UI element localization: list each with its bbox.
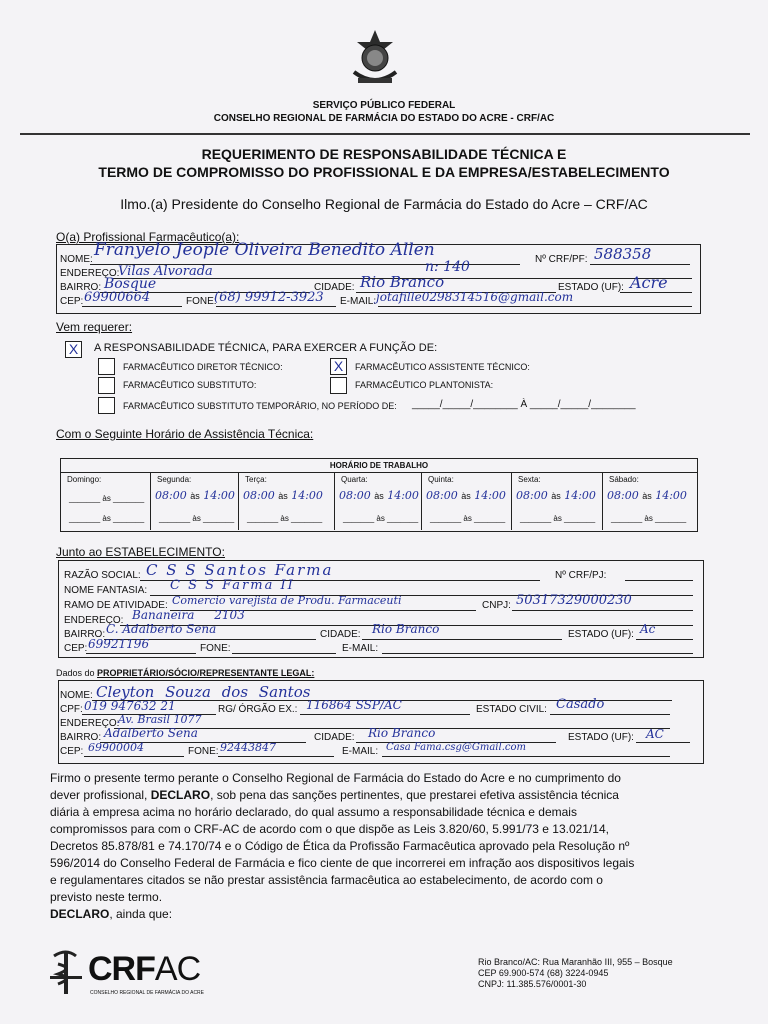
header-line1: SERVIÇO PÚBLICO FEDERAL	[312, 100, 456, 111]
prof-crf-value[interactable]: 588358	[594, 245, 652, 263]
schedule-table	[60, 458, 698, 532]
schedule-start-time: 08:00	[516, 489, 548, 502]
own-email-label: E-MAIL:	[342, 746, 379, 757]
footer-address1: Rio Branco/AC: Rua Maranhão III, 955 – Bosque	[478, 957, 673, 967]
est-cidade-label: CIDADE:	[320, 629, 361, 640]
own-bairro-value[interactable]: Adalberto Sena	[104, 726, 198, 740]
est-bairro-label: BAIRRO:	[64, 629, 106, 640]
footer-logo-ac: AC	[154, 950, 201, 988]
schedule-end-time: 14:00	[474, 489, 506, 502]
schedule-second-shift[interactable]: _______ às _______	[247, 514, 323, 523]
decl-line8: previsto neste termo.	[50, 890, 163, 904]
prof-bairro-value[interactable]: Bosque	[104, 276, 157, 292]
salutation: Ilmo.(a) Presidente do Conselho Regional de Farmácia do Estado do Acre – CRF/AC	[120, 196, 648, 212]
prof-nome-value[interactable]: Franyelo Jeople Oliveira Benedito Allen	[94, 240, 435, 260]
schedule-time-range[interactable]	[607, 489, 687, 502]
schedule-time-range[interactable]: _______ às _______	[69, 494, 145, 503]
prof-estado-line	[620, 292, 692, 293]
title-line1: REQUERIMENTO DE RESPONSABILIDADE TÉCNICA E	[201, 146, 567, 162]
temporario-label: FARMACÊUTICO SUBSTITUTO TEMPORÁRIO, NO PERÍODO DE:	[123, 401, 397, 411]
prof-fone-label: FONE:	[186, 296, 217, 307]
decl-line2-post: , sob pena das sanções pertinentes, que prestarei efetiva assistência técnica	[210, 788, 619, 802]
own-cep-line	[84, 756, 184, 757]
prof-estado-label: ESTADO (UF):	[558, 282, 624, 293]
schedule-table-title: HORÁRIO DE TRABALHO	[61, 459, 697, 473]
schedule-time-range[interactable]	[243, 489, 323, 502]
decl-line7: e regulamentares citados se não prestar assistência farmacêutica ao estabelecimento, de acordo com o	[50, 873, 603, 887]
decl-line4: compromissos para com o CRF-AC de acordo com o que dispõe as Leis 3.820/60, 5.991/73 e 13.021/14,	[50, 822, 609, 836]
schedule-day-name: Sexta:	[518, 475, 541, 484]
schedule-end-time: 14:00	[291, 489, 323, 502]
schedule-as-label: às	[376, 514, 385, 523]
substituto-label: FARMACÊUTICO SUBSTITUTO:	[123, 380, 257, 390]
own-endereco-label: ENDEREÇO:	[60, 718, 120, 729]
est-email-label: E-MAIL:	[342, 643, 379, 654]
est-fone-label: FONE:	[200, 643, 231, 654]
prof-crf-line	[590, 264, 690, 265]
header-line2: CONSELHO REGIONAL DE FARMÁCIA DO ESTADO DO ACRE - CRF/AC	[213, 113, 555, 124]
prof-fone-value[interactable]: (68) 99912-3923	[214, 290, 324, 305]
own-rg-value[interactable]: 116864 SSP/AC	[306, 698, 402, 712]
own-cep-label: CEP:	[60, 746, 84, 757]
establishment-section-label: Junto ao ESTABELECIMENTO:	[56, 545, 225, 559]
schedule-as-label: às	[102, 514, 111, 523]
est-cep-label: CEP:	[64, 643, 88, 654]
decl-ainda	[50, 906, 720, 923]
prof-estado-value[interactable]: Acre	[630, 273, 668, 292]
est-crfpj-label: Nº CRF/PJ:	[555, 570, 607, 581]
own-nome-label: NOME:	[60, 690, 93, 701]
own-fone-label: FONE:	[188, 746, 219, 757]
prof-email-line	[378, 306, 692, 307]
periodo-blank[interactable]: _____/_____/________ À _____/_____/________	[412, 399, 636, 410]
brazil-coat-of-arms-icon	[350, 28, 400, 92]
assistente-checkbox[interactable]: X	[330, 358, 347, 375]
decl-line2-bold: DECLARO	[150, 788, 211, 802]
decl-line2-pre: dever profissional,	[50, 788, 151, 802]
own-cpf-label: CPF:	[60, 704, 83, 715]
own-estado-line	[636, 742, 690, 743]
own-email-value[interactable]: Casa Fama.csg@Gmail.com	[386, 742, 526, 753]
schedule-end-time: 14:00	[203, 489, 235, 502]
schedule-time-range[interactable]	[155, 489, 235, 502]
schedule-as-label: às	[461, 491, 471, 501]
est-fantasia-value[interactable]: C S S Farma II	[170, 578, 295, 593]
schedule-day-3	[334, 472, 422, 530]
schedule-time-range[interactable]	[339, 489, 419, 502]
est-email-line	[382, 653, 693, 654]
schedule-day-1	[150, 472, 239, 530]
schedule-day-name: Terça:	[245, 475, 267, 484]
prof-endereco-label: ENDEREÇO:	[60, 268, 120, 279]
est-endereco-value[interactable]: Bananeira 2103	[132, 608, 245, 622]
own-cidade-label: CIDADE:	[314, 732, 355, 743]
schedule-day-6	[602, 472, 698, 530]
footer-logo-sub: CONSELHO REGIONAL DE FARMÁCIA DO ACRE	[90, 990, 205, 996]
schedule-as-label: às	[551, 491, 561, 501]
schedule-day-name: Segunda:	[157, 475, 192, 484]
own-civil-line	[550, 714, 670, 715]
schedule-second-shift[interactable]: _______ às _______	[343, 514, 419, 523]
own-fone-line	[218, 756, 334, 757]
schedule-start-time: 08:00	[243, 489, 275, 502]
schedule-as-label: às	[644, 514, 653, 523]
schedule-second-shift[interactable]: _______ às _______	[159, 514, 235, 523]
footer-logo-text	[88, 950, 200, 989]
request-section-label: Vem requerer:	[56, 320, 133, 334]
schedule-end-time: 14:00	[655, 489, 687, 502]
est-ramo-value[interactable]: Comercio varejista de Produ. Farmaceuti	[172, 594, 402, 607]
prof-bairro-label: BAIRRO:	[60, 282, 102, 293]
schedule-end-time: 14:00	[387, 489, 419, 502]
own-civil-value[interactable]: Casado	[556, 697, 605, 712]
prof-cidade-value[interactable]: Rio Branco	[360, 273, 445, 291]
schedule-start-time: 08:00	[426, 489, 458, 502]
decl-line3: diária à empresa acima no horário declarado, do qual assumo a responsabilidade técnica e demais	[50, 805, 577, 819]
schedule-time-range[interactable]	[516, 489, 596, 502]
owner-section-prefix: Dados do	[56, 668, 98, 678]
owner-section-label	[56, 668, 314, 678]
prof-endereco-value[interactable]: Vilas Alvorada	[118, 264, 213, 279]
schedule-day-name: Domingo:	[67, 475, 102, 484]
crf-logo-icon	[46, 948, 86, 996]
schedule-as-label: às	[374, 491, 384, 501]
prof-numero-value[interactable]: n: 140	[425, 259, 470, 275]
decl-line5: Decretos 85.878/81 e 74.170/74 e o Código de Ética da Profissão Farmacêutica aprovado pela Resolução nº	[50, 839, 630, 853]
schedule-end-time: 14:00	[564, 489, 596, 502]
plantonista-checkbox[interactable]	[330, 377, 347, 394]
est-fone-line	[232, 653, 336, 654]
schedule-section-label: Com o Seguinte Horário de Assistência Técnica:	[56, 427, 314, 441]
temporario-checkbox[interactable]	[98, 397, 115, 414]
est-fantasia-label: NOME FANTASIA:	[64, 585, 148, 596]
prof-crf-label: Nº CRF/PF:	[535, 254, 588, 265]
prof-cep-label: CEP:	[60, 296, 84, 307]
schedule-day-5	[511, 472, 603, 530]
schedule-second-shift[interactable]: _______ às _______	[69, 514, 145, 523]
diretor-checkbox[interactable]	[98, 358, 115, 375]
own-fone-value[interactable]: 92443847	[220, 741, 276, 754]
prof-email-label: E-MAIL:	[340, 296, 377, 307]
est-estado-value[interactable]: Ac	[640, 622, 656, 636]
owner-section-title: PROPRIETÁRIO/SÓCIO/REPRESENTANTE LEGAL:	[97, 668, 315, 678]
own-nome-value[interactable]: Cleyton Souza dos Santos	[96, 683, 311, 701]
schedule-start-time: 08:00	[155, 489, 187, 502]
footer-address	[478, 957, 673, 990]
own-endereco-value[interactable]: Av. Brasil 1077	[118, 713, 202, 726]
schedule-day-4	[421, 472, 512, 530]
schedule-time-range[interactable]	[426, 489, 506, 502]
schedule-as-label: às	[642, 491, 652, 501]
schedule-second-shift[interactable]: _______ às _______	[520, 514, 596, 523]
header-divider	[20, 133, 750, 135]
schedule-second-shift[interactable]: _______ às _______	[430, 514, 506, 523]
substituto-checkbox[interactable]	[98, 377, 115, 394]
own-estado-value[interactable]: AC	[646, 727, 664, 741]
decl-ainda-post: , ainda que:	[109, 907, 173, 921]
main-option-checkbox[interactable]: X	[65, 341, 82, 358]
own-bairro-label: BAIRRO:	[60, 732, 102, 743]
schedule-start-time: 08:00	[339, 489, 371, 502]
schedule-as-label: às	[553, 514, 562, 523]
prof-cep-value[interactable]: 69900664	[84, 290, 151, 305]
diretor-label: FARMACÊUTICO DIRETOR TÉCNICO:	[123, 362, 283, 372]
schedule-day-name: Quinta:	[428, 475, 454, 484]
est-estado-line	[636, 639, 693, 640]
schedule-as-label: às	[192, 514, 201, 523]
own-estado-label: ESTADO (UF):	[568, 732, 634, 743]
own-civil-label: ESTADO CIVIL:	[476, 704, 547, 715]
own-cpf-value[interactable]: 019 947632 21	[84, 699, 176, 713]
assistente-label: FARMACÊUTICO ASSISTENTE TÉCNICO:	[355, 362, 530, 372]
decl-line1: Firmo o presente termo perante o Conselho Regional de Farmácia do Estado do Acre e no cumprimento do	[50, 771, 621, 785]
est-crfpj-line	[625, 580, 693, 581]
est-cnpj-value[interactable]: 50317329000230	[516, 593, 632, 608]
est-cnpj-line	[512, 610, 693, 611]
footer-logo-crf: CRF	[88, 950, 155, 988]
prof-cidade-label: CIDADE:	[314, 282, 355, 293]
schedule-as-label: às	[463, 514, 472, 523]
professional-section-label: O(a) Profissional Farmacêutico(a):	[56, 230, 240, 244]
est-cidade-value[interactable]: Rio Branco	[372, 622, 440, 636]
prof-fone-line	[216, 306, 336, 307]
plantonista-label: FARMACÊUTICO PLANTONISTA:	[355, 380, 494, 390]
decl-ainda-bold: DECLARO	[50, 907, 110, 921]
schedule-as-label: às	[102, 494, 111, 503]
own-cep-value[interactable]: 69900004	[88, 741, 144, 754]
prof-email-value[interactable]: jotafille0298314516@gmail.com	[376, 290, 574, 304]
schedule-start-time: 08:00	[607, 489, 639, 502]
prof-cep-line	[82, 306, 182, 307]
main-option-label: A RESPONSABILIDADE TÉCNICA, PARA EXERCER A FUNÇÃO DE:	[94, 342, 438, 354]
est-cep-line	[86, 653, 196, 654]
own-email-line	[382, 756, 670, 757]
schedule-day-name: Quarta:	[341, 475, 368, 484]
declaration-text	[50, 770, 720, 923]
own-rg-line	[300, 714, 470, 715]
title-line2: TERMO DE COMPROMISSO DO PROFISSIONAL E DA EMPRESA/ESTABELECIMENTO	[98, 164, 670, 180]
est-bairro-value[interactable]: C. Adalberto Sena	[106, 622, 217, 636]
est-endereco-label: ENDEREÇO:	[64, 615, 124, 626]
est-razao-value[interactable]: C S S Santos Farma	[146, 561, 334, 579]
schedule-day-0	[61, 472, 150, 530]
schedule-as-label: às	[190, 491, 200, 501]
est-cnpj-label: CNPJ:	[482, 600, 511, 611]
schedule-as-label: às	[280, 514, 289, 523]
footer-address3: CNPJ: 11.385.576/0001-30	[478, 979, 587, 989]
schedule-as-label: às	[278, 491, 288, 501]
est-cidade-line	[362, 639, 562, 640]
decl-line2	[50, 787, 720, 804]
est-razao-label: RAZÃO SOCIAL:	[64, 570, 141, 581]
est-estado-label: ESTADO (UF):	[568, 629, 634, 640]
est-cep-value[interactable]: 69921196	[88, 637, 150, 651]
footer-address2: CEP 69.900-574 (68) 3224-0945	[478, 968, 609, 978]
decl-line6: 596/2014 do Conselho Federal de Farmácia e fico ciente de que incorrerei em infração aos dispositivos legais	[50, 856, 635, 870]
schedule-day-name: Sábado:	[609, 475, 639, 484]
prof-nome-label: NOME:	[60, 254, 93, 265]
schedule-row	[61, 472, 697, 530]
own-cidade-value[interactable]: Rio Branco	[368, 726, 436, 740]
schedule-second-shift[interactable]: _______ às _______	[611, 514, 687, 523]
own-rg-label: RG/ ÓRGÃO EX.:	[218, 704, 298, 715]
est-ramo-label: RAMO DE ATIVIDADE:	[64, 600, 168, 611]
schedule-day-2	[238, 472, 335, 530]
